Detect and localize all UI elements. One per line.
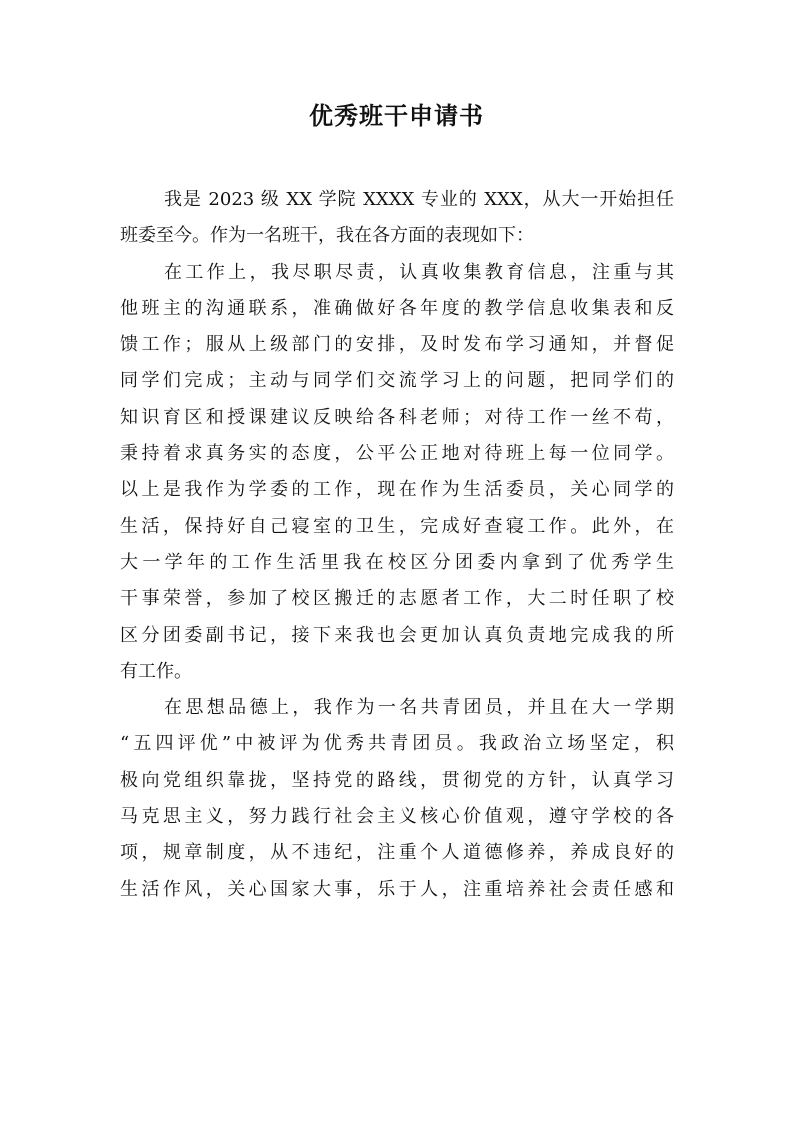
paragraph-line: 项，规章制度，从不违纪，注重个人道德修养，养成良好的 (120, 842, 674, 864)
paragraph-line: 同学们完成；主动与同学们交流学习上的问题，把同学们的 (120, 370, 674, 392)
paragraph-line: 极向党组织靠拢，坚持党的路线，贯彻党的方针，认真学习 (120, 769, 674, 791)
paragraph-line: 以上是我作为学委的工作，现在作为生活委员，关心同学的 (120, 479, 674, 501)
paragraph-line: “五四评优”中被评为优秀共青团员。我政治立场坚定，积 (120, 733, 674, 755)
paragraph-line: 我是 2023 级 XX 学院 XXXX 专业的 XXX，从大一开始担任 (164, 189, 674, 210)
paragraph-line: 马克思主义，努力践行社会主义核心价值观，遵守学校的各 (120, 806, 674, 828)
paragraph-line: 区分团委副书记，接下来我也会更加认真负责地完成我的所 (120, 624, 674, 646)
document-title: 优秀班干申请书 (309, 102, 484, 130)
paragraph-line: 有工作。 (120, 660, 192, 682)
document-body (120, 182, 674, 908)
paragraph-line: 生活作风，关心国家大事，乐于人，注重培养社会责任感和 (120, 878, 674, 900)
paragraph-line: 大一学年的工作生活里我在校区分团委内拿到了优秀学生 (120, 551, 674, 573)
paragraph-line: 干事荣誉，参加了校区搬迁的志愿者工作，大二时任职了校 (120, 588, 674, 610)
paragraph-line: 秉持着求真务实的态度，公平公正地对待班上每一位同学。 (120, 443, 674, 465)
paragraph-line: 在工作上，我尽职尽责，认真收集教育信息，注重与其 (164, 261, 674, 283)
paragraph-line: 知识育区和授课建议反映给各科老师；对待工作一丝不苟， (120, 406, 674, 428)
paragraph-line: 他班主的沟通联系，准确做好各年度的教学信息收集表和反 (120, 297, 674, 319)
paragraph-line: 馈工作；服从上级部门的安排，及时发布学习通知，并督促 (120, 334, 674, 356)
paragraph-line: 生活，保持好自己寝室的卫生，完成好查寝工作。此外，在 (120, 515, 674, 537)
paragraph-line: 班委至今。作为一名班干，我在各方面的表现如下： (120, 225, 534, 247)
paragraph-line: 在思想品德上，我作为一名共青团员，并且在大一学期 (164, 697, 674, 719)
